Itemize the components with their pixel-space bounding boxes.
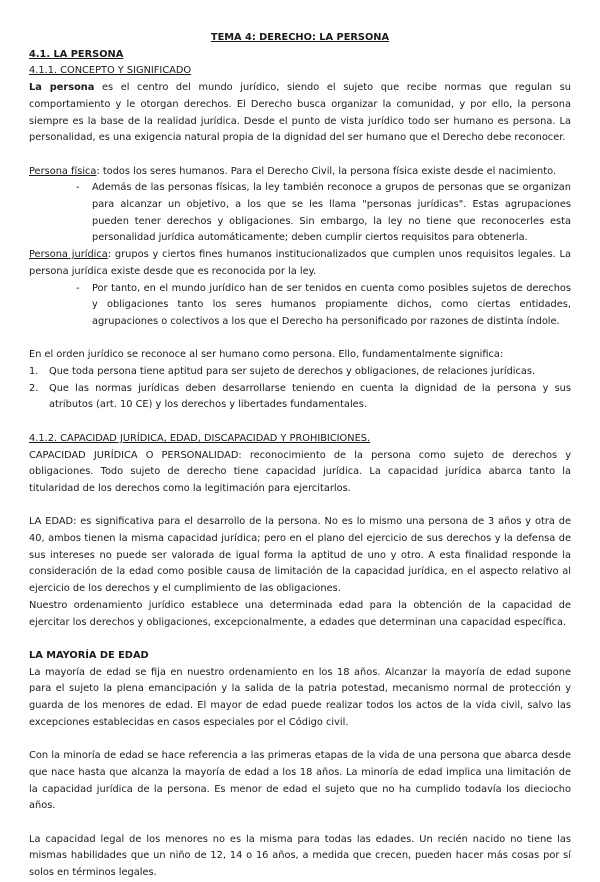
bullet-marker: - xyxy=(76,282,80,294)
paragraph-capacidad: CAPACIDAD JURÍDICA O PERSONALIDAD: reconocimiento de la persona como sujeto de derechos y obligaciones. Todo sujeto de derecho tiene capacidad jurídica. La capacidad jurídica abarca tanto la titularidad de los derechos como la legitimación para ejercitarlos. xyxy=(29,449,571,494)
term-persona-juridica: Persona jurídica xyxy=(29,249,108,261)
term-la-persona: La persona xyxy=(29,82,95,94)
list-item xyxy=(29,281,571,331)
paragraph-mayoria-edad: La mayoría de edad se fija en nuestro ordenamiento en los 18 años. Alcanzar la mayoría de edad supone para el sujeto la plena emancipación y la salida de la patria potestad, mecanismo normal de protección y guarda de los menores de edad. El mayor de edad puede realizar todos los actos de la vida civil, salvo las excepciones establecidas en casos especiales por el Código civil. xyxy=(29,666,571,728)
list-item xyxy=(29,364,571,381)
term-persona-fisica: Persona física xyxy=(29,165,97,177)
section-heading-mayoria-edad: LA MAYORÍA DE EDAD xyxy=(29,649,149,661)
persona-juridica-text: : grupos y ciertos fines humanos institucionalizados que cumplen unos requisitos legales. La persona jurídica existe desde que es reconocida por la ley. xyxy=(29,249,571,277)
list-number: 1. xyxy=(29,366,39,378)
paragraph-intro xyxy=(29,80,571,147)
list-item-text: Por tanto, en el mundo jurídico han de ser tenidos en cuenta como posibles sujetos de derechos y obligaciones tanto los seres humanos propiamente dichos, como ciertas entidades, agrupaciones o colectivos a los que el Derecho ha personificado por razones de distinta índole. xyxy=(92,282,571,327)
list-persona-fisica xyxy=(29,180,571,247)
list-persona-juridica xyxy=(29,281,571,331)
paragraph-ordenamiento: Nuestro ordenamiento jurídico establece una determinada edad para la obtención de la capacidad de ejercitar los derechos y obligaciones, excepcionalmente, a edades que determinan una capacidad específica. xyxy=(29,599,571,628)
list-number: 2. xyxy=(29,382,39,394)
document-title: TEMA 4: DERECHO: LA PERSONA xyxy=(210,32,390,43)
list-item-text: Que toda persona tiene aptitud para ser sujeto de derechos y obligaciones, de relaciones jurídicas. xyxy=(49,366,536,378)
list-item-text: Que las normas jurídicas deben desarrollarse teniendo en cuenta la dignidad de la persona y sus atributos (art. 10 CE) y los derechos y libertades fundamentales. xyxy=(49,382,571,411)
paragraph-capacidad-menores: La capacidad legal de los menores no es la misma para todas las edades. Un recién nacido no tiene las mismas habilidades que un niño de 12, 14 o 16 años, a medida que crecen, pueden hacer más cosas por sí solos en términos legales. xyxy=(29,833,571,879)
intro-text: es el centro del mundo jurídico, siendo el sujeto que recibe normas que regulan su comportamiento y le otorgan derechos. El Derecho busca organizar la comunidad, y por ello, la persona siempre es la base de la realidad jurídica. Desde el punto de vista jurídico todo ser humano es persona. La personalidad, es una exigencia natural propia de la dignidad del ser humano que el Derecho debe reconocer. xyxy=(29,82,572,144)
list-item xyxy=(29,381,571,414)
persona-fisica-text: : todos los seres humanos. Para el Derecho Civil, la persona física existe desde el nacimiento. xyxy=(96,165,557,177)
list-orden-juridico xyxy=(29,364,571,414)
subheading-capacidad: 4.1.2. CAPACIDAD JURÍDICA, EDAD, DISCAPACIDAD Y PROHIBICIONES. xyxy=(29,432,371,444)
paragraph-orden-juridico: En el orden jurídico se reconoce al ser humano como persona. Ello, fundamentalmente significa: xyxy=(29,349,504,361)
section-heading-persona: 4.1. LA PERSONA xyxy=(29,48,124,60)
bullet-marker: - xyxy=(76,182,80,194)
paragraph-persona-fisica xyxy=(29,164,571,181)
paragraph-edad: LA EDAD: es significativa para el desarrollo de la persona. No es lo mismo una persona de 3 años y otra de 40, ambos tienen la misma capacidad jurídica; pero en el plano del ejercicio de sus derechos y la defensa de sus intereses no puede ser valorada de igual forma la aptitud de uno y otro. A esta finalidad responde la consideración de la edad como posible causa de limitación de la capacidad jurídica, en el aspecto relativo al ejercicio de los derechos y el cumplimiento de las obligaciones. xyxy=(29,516,571,595)
paragraph-persona-juridica xyxy=(29,247,571,280)
list-item xyxy=(29,180,571,247)
paragraph-minoria-edad: Con la minoría de edad se hace referencia a las primeras etapas de la vida de una persona que abarca desde que nace hasta que alcanza la mayoría de edad a los 18 años. La minoría de edad implica una limitación de la capacidad jurídica de la persona. Es menor de edad el sujeto que no ha cumplido todavía los dieciocho años. xyxy=(29,750,571,812)
list-item-text: Además de las personas físicas, la ley también reconoce a grupos de personas que se organizan para alcanzar un objetivo, a los que se les llama "personas jurídicas". Estas agrupaciones pueden tener derechos y obligaciones. Sin embargo, la ley no tiene que reconocerles esta personalidad jurídica automáticamente; deben cumplir ciertos requisitos para obtenerla. xyxy=(92,182,571,244)
subheading-concepto: 4.1.1. CONCEPTO Y SIGNIFICADO xyxy=(29,65,192,77)
